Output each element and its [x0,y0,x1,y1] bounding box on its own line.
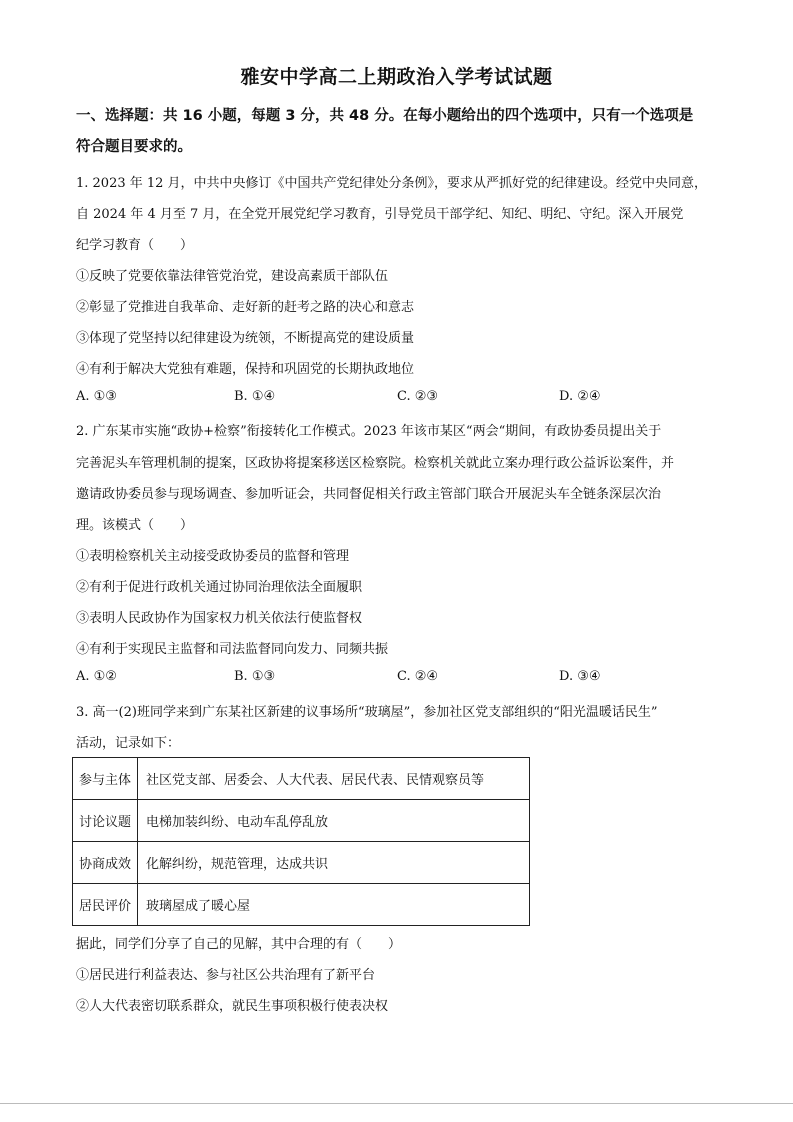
q1-statement-1: ①反映了党要依靠法律管党治党，建设高素质干部队伍 [76,269,389,284]
q2-statement-2: ②有利于促进行政机关通过协同治理依法全面履职 [76,580,363,595]
q1-statement-2: ②彰显了党推进自我革命、走好新的赶考之路的决心和意志 [76,300,415,315]
table-row [73,758,530,800]
q2-option-a[interactable]: A. ①② [76,669,117,684]
table-row-key: 协商成效 [73,842,138,884]
section-heading-line-2: 符合题目要求的。 [76,139,192,155]
q2-stem-line-2: 完善泥头车管理机制的提案，区政协将提案移送区检察院。检察机关就此立案办理行政公益诉讼案件，并 [76,456,675,471]
exam-title: 雅安中学高二上期政治入学考试试题 [240,66,553,88]
q2-stem-line-4: 理。该模式（ ） [76,518,194,533]
q2-statement-3: ③表明人民政协作为国家权力机关依法行使监督权 [76,611,363,626]
q2-statement-4: ④有利于实现民主监督和司法监督同向发力、同频共振 [76,642,389,657]
table-row [73,800,530,842]
table-row-value: 社区党支部、居委会、人大代表、居民代表、民情观察员等 [138,758,530,800]
table-row [73,842,530,884]
q1-stem-line-3: 纪学习教育（ ） [76,238,194,253]
q3-statement-2: ②人大代表密切联系群众，就民生事项积极行使表决权 [76,999,389,1014]
q1-statement-4: ④有利于解决大党独有难题，保持和巩固党的长期执政地位 [76,362,415,377]
section-heading-line-1: 一、选择题：共 16 小题，每题 3 分，共 48 分。在每小题给出的四个选项中，只有一个选项是 [76,108,694,124]
q2-stem-line-1: 2. 广东某市实施“政协+检察”衔接转化工作模式。2023 年该市某区“两会“期间，有政协委员提出关于 [76,424,662,439]
q3-stem-line-2: 活动，记录如下： [76,736,181,751]
table-row-key: 参与主体 [73,758,138,800]
table-row-value: 电梯加装纠纷、电动车乱停乱放 [138,800,530,842]
q1-stem-line-1: 1. 2023 年 12 月，中共中央修订《中国共产党纪律处分条例》，要求从严抓好党的纪律建设。经党中央同意， [76,176,708,191]
q3-prompt: 据此，同学们分享了自己的见解，其中合理的有（ ） [76,937,402,952]
q1-option-d[interactable]: D. ②④ [559,389,601,404]
page-bottom-rule [0,1103,793,1104]
table-row-key: 讨论议题 [73,800,138,842]
activity-record-table [72,757,530,926]
section-heading [76,101,726,163]
table-row [73,884,530,926]
table-row-key: 居民评价 [73,884,138,926]
q2-option-b[interactable]: B. ①③ [234,669,276,684]
q3-statement-1: ①居民进行利益表达、参与社区公共治理有了新平台 [76,968,376,983]
q3-stem-line-1: 3. 高一(2)班同学来到广东某社区新建的议事场所“玻璃屋”，参加社区党支部组织的“阳光温暖话民生” [76,705,658,720]
table-row-value: 玻璃屋成了暖心屋 [138,884,530,926]
q2-statement-1: ①表明检察机关主动接受政协委员的监督和管理 [76,549,350,564]
q1-option-c[interactable]: C. ②③ [397,389,439,404]
q2-stem-line-3: 邀请政协委员参与现场调查、参加听证会，共同督促相关行政主管部门联合开展泥头车全链条深层次治 [76,487,662,502]
q1-stem-line-2: 自 2024 年 4 月至 7 月，在全党开展党纪学习教育，引导党员干部学纪、知纪、明纪、守纪。深入开展党 [76,207,684,222]
q2-option-d[interactable]: D. ③④ [559,669,601,684]
q2-option-c[interactable]: C. ②④ [397,669,439,684]
q1-statement-3: ③体现了党坚持以纪律建设为统领，不断提高党的建设质量 [76,331,415,346]
q1-option-a[interactable]: A. ①③ [76,389,117,404]
q1-option-b[interactable]: B. ①④ [234,389,276,404]
table-row-value: 化解纠纷，规范管理，达成共识 [138,842,530,884]
